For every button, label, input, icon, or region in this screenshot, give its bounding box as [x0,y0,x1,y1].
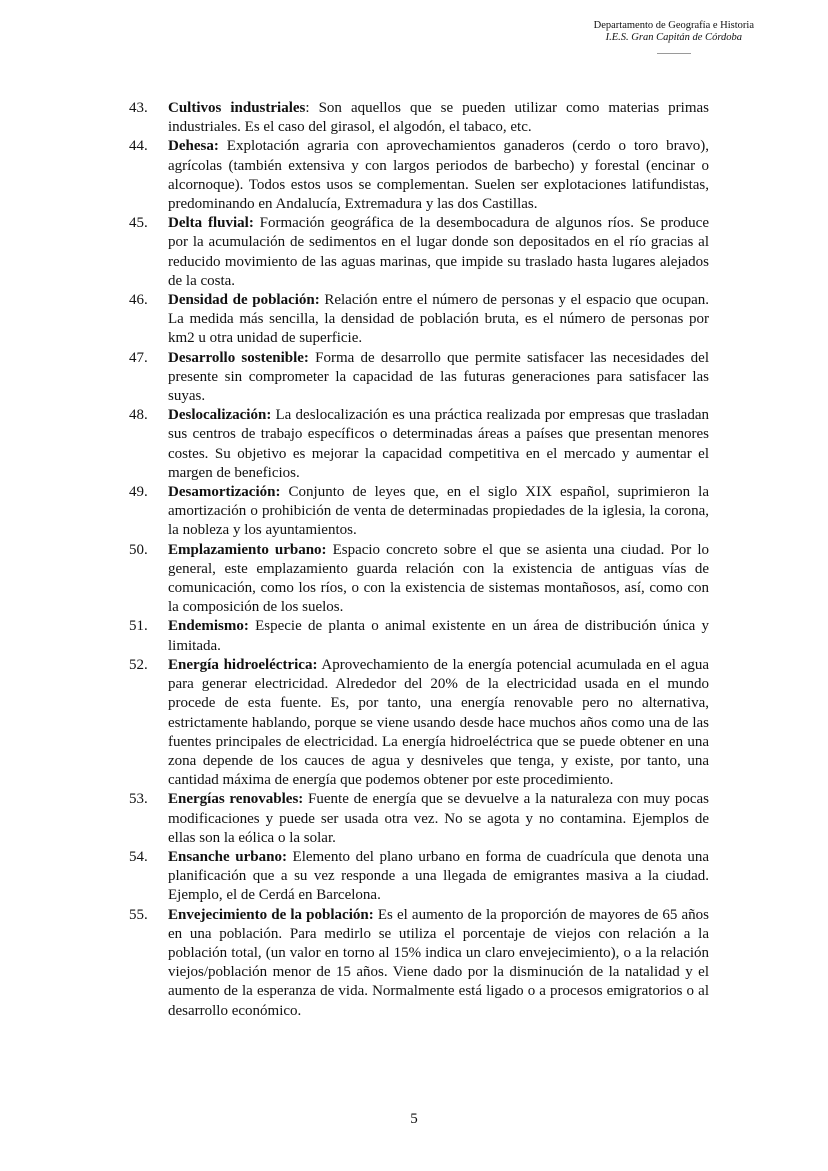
glossary-entry-46 [129,291,709,349]
entry-number: 51. [129,618,148,635]
entry-number: 53. [129,791,148,808]
entry-definition: La deslocalización es una práctica realizada por empresas que trasladan sus centros de trabajo específicos o determinadas áreas a países que presentan menores costes. Su objetivo es mejorar la capacidad competitiva en el mercado y aumentar el margen de beneficios. [168,407,709,481]
entry-number: 45. [129,215,148,232]
glossary-entry-55 [129,906,709,1021]
entry-term: Desamortización: [168,484,281,501]
glossary-entry-43 [129,99,709,137]
glossary-entry-54 [129,848,709,906]
entry-term: Desarrollo sostenible: [168,349,309,366]
entry-term: Endemismo: [168,618,249,635]
school-name: I.E.S. Gran Capitán de Córdoba [605,32,743,43]
entry-term: Dehesa: [168,138,219,155]
entry-term: Energías renovables: [168,791,304,808]
header-divider [657,53,691,54]
entry-definition: Es el aumento de la proporción de mayores de 65 años en una población. Para medirlo se utiliza el porcentaje de viejos con relación a la población total, (un valor en torno al 15% indica un claro envejecimiento), o a la relación viejos/población menor de 15 años. Viene dado por la disminución de la natalidad y el aumento de la esperanza de vida. Normalmente está ligado o a procesos emigratorios o al desarrollo económico. [168,906,709,1019]
entry-term: Ensanche urbano: [168,848,287,865]
entry-definition: Fuente de energía que se devuelve a la naturaleza con muy pocas modificaciones y puede ser usada otra vez. No se agota y no contamina. Ejemplos de ellas son la eólica o la solar. [168,791,709,846]
entry-term: Deslocalización: [168,407,272,424]
glossary-entry-45 [129,214,709,291]
entry-definition: Elemento del plano urbano en forma de cuadrícula que denota una planificación que a su vez responde a una llegada de emigrantes masiva a la ciudad. Ejemplo, el de Cerdá en Barcelona. [168,848,709,904]
entry-definition: Aprovechamiento de la energía potencial acumulada en el agua para generar electricidad. Alrededor del 20% de la electricidad usada en el mundo procede de esta fuente. Es, por tanto, una energía renovable pero no alternativa, estrictamente hablando, porque se viene usando desde hace muchos años como una de las fuentes principales de electricidad. La energía hidroeléctrica que se puede obtener en una zona depende de los cauces de agua y desniveles que tenga, y existe, por tanto, una cantidad máxima de energía que podemos obtener por este procedimiento. [168,656,709,789]
entry-definition: Relación entre el número de personas y el espacio que ocupan. La medida más sencilla, la densidad de población bruta, es el número de personas por km2 u otra unidad de superficie. [168,292,709,347]
glossary-entry-44 [129,137,709,214]
entry-number: 52. [129,656,148,673]
entry-number: 47. [129,349,148,366]
entry-definition: Formación geográfica de la desembocadura de algunos ríos. Se produce por la acumulación de sedimentos en el lugar donde son depositados en el río gracias al reducido movimiento de las aguas marinas, que impide su traslado hasta lugares alejados de la costa. [168,215,709,289]
glossary-entry-47 [129,349,709,407]
page-header [594,20,754,54]
entry-definition: Especie de planta o animal existente en un área de distribución única y limitada. [168,618,709,654]
entry-term: Envejecimiento de la población: [168,906,374,923]
entry-term: Energía hidroeléctrica: [168,656,318,673]
glossary-entry-48 [129,406,709,483]
glossary-entry-49 [129,483,709,541]
entry-definition: Explotación agraria con aprovechamientos ganaderos (cerdo o toro bravo), agrícolas (también extensiva y con largos periodos de barbecho) y forestal (encinar o alcornoque). Todos estos usos se complementan. Suelen ser explotaciones latifundistas, predominando en Andalucía, Extremadura y las dos Castillas. [168,138,709,213]
entry-number: 50. [129,541,148,558]
entry-number: 49. [129,484,148,501]
entry-definition: Espacio concreto sobre el que se asienta una ciudad. Por lo general, este emplazamiento guarda relación con la existencia de antiguas vías de comunicación, como los ríos, o con la existencia de sistemas montañosos, así, como con la composición de los suelos. [168,541,709,616]
glossary-entry-53 [129,790,709,848]
entry-number: 48. [129,407,148,424]
entry-number: 44. [129,138,148,155]
entry-number: 55. [129,906,148,923]
entry-definition: : Son aquellos que se pueden utilizar como materias primas industriales. Es el caso del girasol, el algodón, el tabaco, etc. [168,100,710,136]
entry-number: 54. [129,848,148,865]
department-name: Departamento de Geografía e Historia [593,20,754,31]
page-number: 5 [410,1111,418,1127]
entry-number: 43. [129,100,148,116]
glossary-entry-52 [129,656,709,790]
glossary-list [129,99,709,1021]
entry-number: 46. [129,292,148,309]
entry-term: Emplazamiento urbano: [168,541,327,558]
entry-term: Delta fluvial: [168,215,254,232]
entry-definition: Conjunto de leyes que, en el siglo XIX español, suprimieron la amortización o prohibición de venta de determinadas propiedades de la iglesia, la corona, la nobleza y los ayuntamientos. [168,484,709,539]
entry-term: Densidad de población: [168,292,320,309]
glossary-entry-51 [129,617,709,655]
glossary-entry-50 [129,541,709,618]
entry-term: Cultivos industriales [168,100,306,116]
entry-definition: Forma de desarrollo que permite satisfacer las necesidades del presente sin comprometer la capacidad de las futuras generaciones para satisfacer las suyas. [168,349,709,405]
